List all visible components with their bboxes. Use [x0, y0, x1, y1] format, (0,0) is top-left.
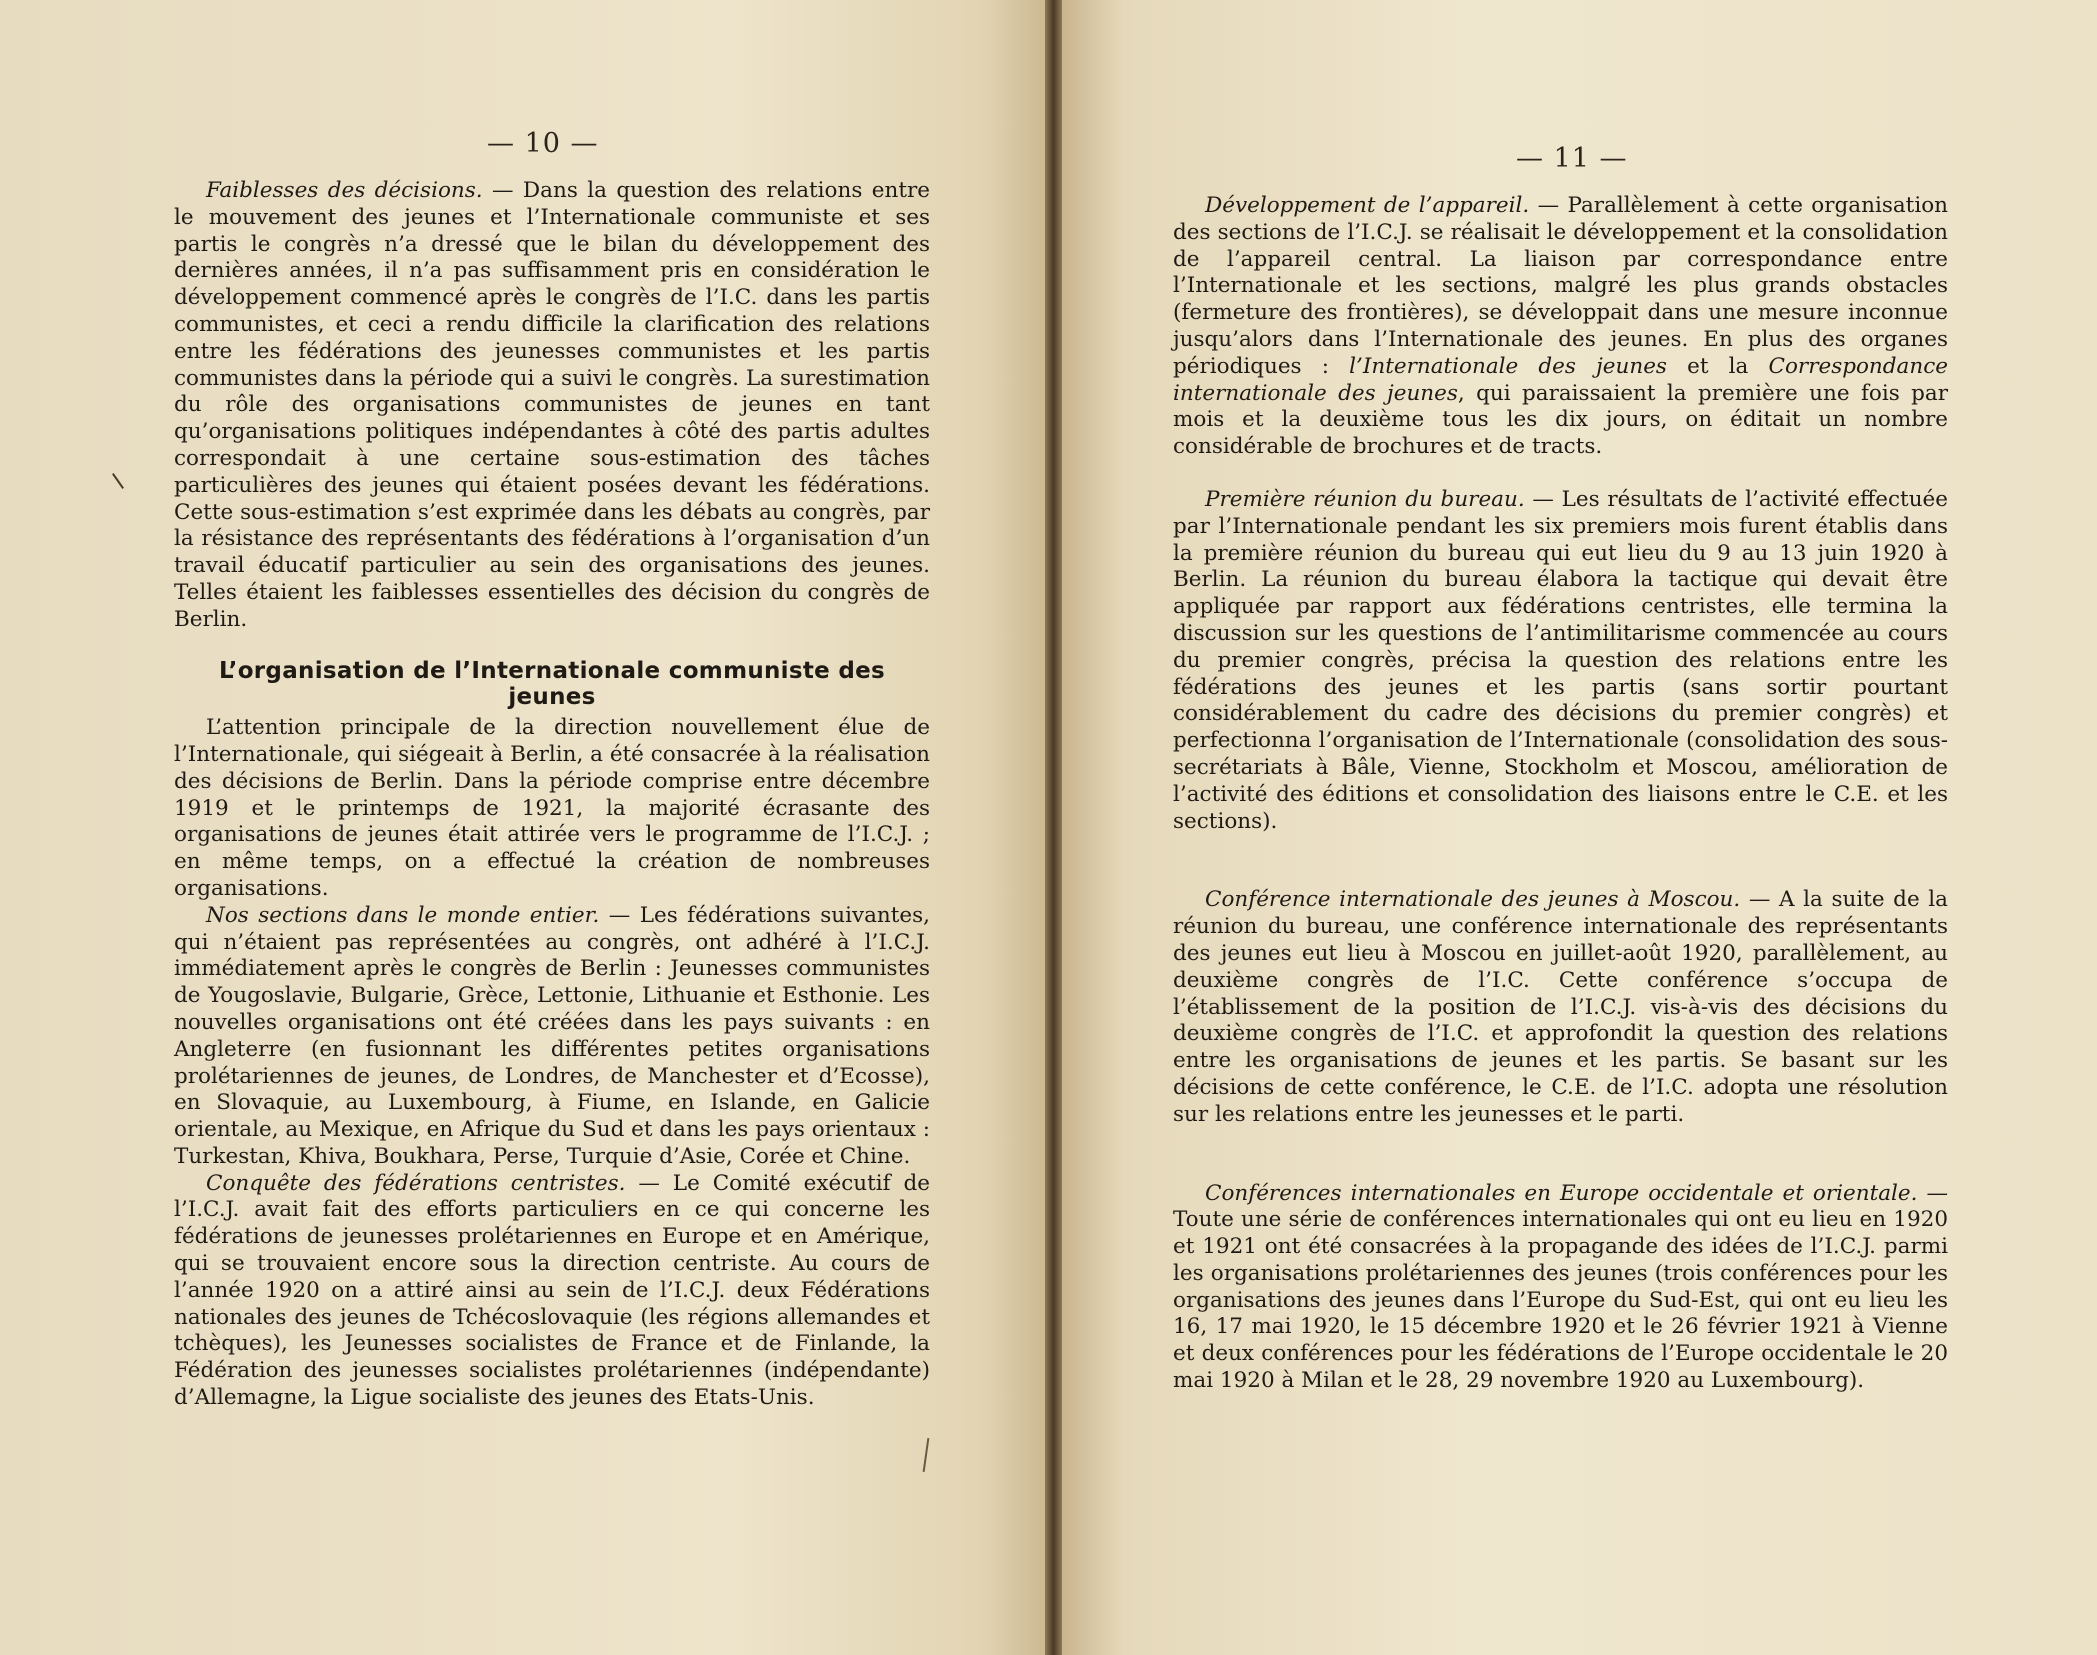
- paragraph-title: Faiblesses des décisions.: [206, 178, 483, 203]
- paragraph-body: , qui paraissaient la première une fois par mois et la deuxième tous les dix jours, on éditait un nombre considérable de brochures et de tracts.: [1173, 380, 1949, 460]
- right-page-text: [1173, 193, 1948, 1395]
- paragraph-body: et la: [1666, 353, 1769, 379]
- paragraph-developpement: [1173, 193, 1948, 461]
- paragraph-body: — Le Comité exécutif de l’I.C.J. avait fait des efforts particuliers en ce qui concerne les fédérations de jeunesses prolétariennes en Europe et en Amérique, qui se trouvaient encore sous la direction centriste. Au cours de l’année 1920 on a attiré ainsi au sein de l’I.C.J. deux Fédérations nationales des jeunes de Tchécoslovaquie (les régions allemandes et tchèques), les Jeunesses socialistes de France et de Finlande, la Fédération des jeunesses socialistes prolétariennes (indépendante) d’Allemagne, la Ligue socialiste des jeunes des Etats-Unis.: [174, 1170, 930, 1411]
- periodical-title: Correspondance internationale des jeunes: [1173, 353, 1948, 406]
- paragraph-title: Conquête des fédérations centristes.: [206, 1170, 626, 1196]
- paragraph-body: — A la suite de la réunion du bureau, une conférence internationale des représentants des jeunes eut lieu à Moscou en juillet-août 1920, parallèlement, au deuxième congrès de l’I.C. Cette conférence s’occupa de l’établissement de la position de l’I.C.J. vis-à-vis des décisions du deuxième congrès de l’I.C. et approfondit la question des relations entre les organisations de jeunes et les partis. Se basant sur les décisions de cette conférence, le C.E. de l’I.C. adopta une résolution sur les relations entre les jeunesses et le parti.: [1173, 887, 1948, 1127]
- paragraph-title: Conférence internationale des jeunes à Moscou.: [1205, 887, 1741, 913]
- page-number-10: — 10 —: [487, 128, 599, 159]
- paragraph-body: — Parallèlement à cette organisation des sections de l’I.C.J. se réalisait le développement et la consolidation de l’appareil central. La liaison par correspondance entre l’Internationale et les sections, malgré les plus grands obstacles (fermeture des frontières), se développait dans une mesure inconnue jusqu’alors dans l’Internationale des jeunes. En plus des organes périodiques :: [1173, 193, 1948, 379]
- paragraph-conference-moscou: [1173, 887, 1948, 1128]
- right-page: [1062, 0, 2097, 1655]
- left-page-text: [174, 178, 930, 1412]
- paragraph-body: — Toute une série de conférences internationales qui ont eu lieu en 1920 et 1921 ont été consacrées à la propagande des idées de l’I.C.J. parmi les organisations prolétariennes des jeunes (trois conférences pour les organisations des jeunes dans l’Europe du Sud-Est, qui ont eu lieu les 16, 17 mai 1920, le 15 décembre 1920 et le 26 février 1921 à Vienne et deux conférences pour les fédérations de l’Europe occidentale le 20 mai 1920 à Milan et le 28, 29 novembre 1920 au Luxembourg).: [1173, 1180, 1948, 1394]
- paragraph-faiblesses: [174, 178, 930, 634]
- paragraph-body: — Dans la question des relations entre le mouvement des jeunes et l’Internationale communiste et ses partis le congrès n’a dressé que le bilan du développement des dernières années, il n’a pas suffisamment pris en considération le développement commencé après le congrès de l’I.C. dans les partis communistes, et ceci a rendu difficile la clarification des relations entre les fédérations des jeunesses communistes et les partis communistes dans la période qui a suivi le congrès. La surestimation du rôle des organisations communistes de jeunes en tant qu’organisations politiques indépendantes à côté des partis adultes correspondait à une certaine sous-estimation des tâches particulières des jeunes qui étaient posées devant les fédérations. Cette sous-estimation s’est exprimée dans les débats au congrès, par la résistance des représentants des fédérations à l’organisation d’un travail éducatif particulier au sein des organisations des jeunes. Telles étaient les faiblesses essentielles des décision du congrès de Berlin.: [174, 178, 930, 632]
- paragraph-attention: L’attention principale de la direction nouvellement élue de l’Internationale, qui siégeait à Berlin, a été consacrée à la réalisation des décisions de Berlin. Dans la période comprise entre décembre 1919 et le printemps de 1921, la majorité écrasante des organisations de jeunes était attirée vers le programme de l’I.C.J. ; en même temps, on a effectué la création de nombreuses organisations.: [174, 715, 930, 901]
- paragraph-title: Conférences internationales en Europe occidentale et orientale.: [1205, 1180, 1918, 1206]
- section-heading: L’organisation de l’Internationale communiste des jeunes: [218, 657, 886, 711]
- book-gutter: [1045, 0, 1062, 1655]
- paragraph-title: Développement de l’appareil.: [1205, 193, 1530, 218]
- margin-pencil-mark: [923, 1438, 930, 1472]
- left-page: [0, 0, 1045, 1655]
- paragraph-title: Première réunion du bureau.: [1205, 486, 1525, 512]
- paragraph-title: Nos sections dans le monde entier.: [206, 902, 600, 928]
- paragraph-conquete: [174, 1171, 930, 1412]
- periodical-title: l’Internationale des jeunes: [1349, 353, 1667, 379]
- margin-pencil-mark: [112, 473, 124, 489]
- paragraph-body: — Les fédérations suivantes, qui n’étaient pas représentées au congrès, ont adhéré à l’I.C.J. immédiatement après le congrès de Berlin : Jeunesses communistes de Yougoslavie, Bulgarie, Grèce, Lettonie, Lithuanie et Esthonie. Les nouvelles organisations ont été créées dans les pays suivants : en Angleterre (en fusionnant les différentes petites organisations prolétariennes de jeunes, de Londres, de Manchester et d’Ecosse), en Slovaquie, au Luxembourg, à Fiume, en Islande, en Galicie orientale, au Mexique, en Afrique du Sud et dans les pays orientaux : Turkestan, Khiva, Boukhara, Perse, Turquie d’Asie, Corée et Chine.: [174, 902, 931, 1169]
- page-number-11: — 11 —: [1516, 143, 1628, 174]
- paragraph-conferences-europe: [1173, 1181, 1948, 1395]
- paragraph-sections: [174, 903, 930, 1171]
- paragraph-premiere-reunion: [1173, 487, 1948, 835]
- paragraph-body: — Les résultats de l’activité effectuée par l’Internationale pendant les six premiers mois furent établis dans la première réunion du bureau qui eut lieu du 9 au 13 juin 1920 à Berlin. La réunion du bureau élabora la tactique qui devait être appliquée par rapport aux fédérations centristes, elle termina la discussion sur les questions de l’antimilitarisme commencée au cours du premier congrès, précisa la question des relations entre les fédérations des jeunes et les partis (sans sortir pourtant considérablement du cadre des décisions du premier congrès) et perfectionna l’organisation de l’Internationale (consolidation des sous-secrétariats à Bâle, Vienne, Stockholm et Moscou, amélioration de l’activité des éditions et consolidation des liaisons entre le C.E. et les sections).: [1173, 486, 1948, 834]
